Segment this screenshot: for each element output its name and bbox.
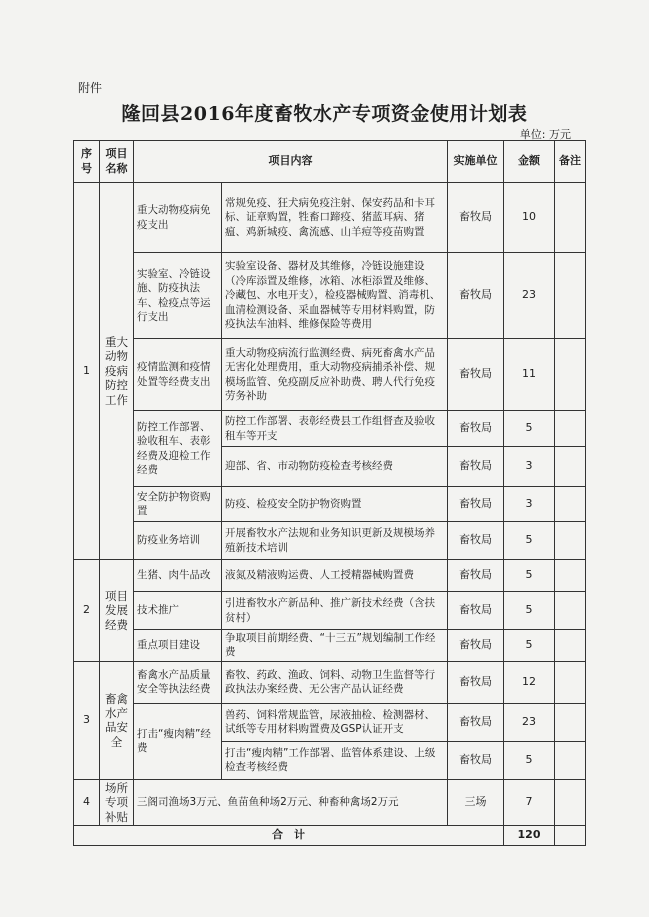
item-note — [555, 661, 586, 703]
sub-item: 实验室、冷链设施、防疫执法车、检疫点等运行支出 — [134, 253, 222, 339]
page-title: 隆回县2016年度畜牧水产专项资金使用计划表 — [121, 103, 528, 125]
group-name: 畜禽水产品安全 — [100, 661, 134, 779]
item-amount: 5 — [504, 522, 555, 560]
item-content: 防疫、检疫安全防护物资购置 — [222, 487, 448, 522]
item-note — [555, 703, 586, 741]
table-row — [74, 592, 586, 630]
group-name: 重大动物疫病防控工作 — [100, 183, 134, 560]
item-dept: 畜牧局 — [448, 592, 504, 630]
header-dept: 实施单位 — [448, 141, 504, 183]
header-seq: 序号 — [74, 141, 100, 183]
item-amount: 11 — [504, 339, 555, 411]
budget-table — [73, 140, 586, 846]
item-content: 三阁司渔场3万元、鱼苗鱼种场2万元、种畜种禽场2万元 — [134, 779, 448, 825]
group-seq: 2 — [74, 560, 100, 662]
item-content: 引进畜牧水产新品种、推广新技术经费（含扶贫村） — [222, 592, 448, 630]
item-dept: 畜牧局 — [448, 447, 504, 487]
sub-item: 技术推广 — [134, 592, 222, 630]
table-row — [74, 779, 586, 825]
table-row — [74, 560, 586, 592]
item-amount: 5 — [504, 630, 555, 662]
item-amount: 5 — [504, 560, 555, 592]
item-content: 争取项目前期经费、“十三五”规划编制工作经费 — [222, 630, 448, 662]
attachment-label: 附件 — [78, 81, 103, 95]
header-content: 项目内容 — [134, 141, 448, 183]
sub-item: 重大动物疫病免疫支出 — [134, 183, 222, 253]
item-dept: 畜牧局 — [448, 661, 504, 703]
item-note — [555, 522, 586, 560]
item-content: 开展畜牧水产法规和业务知识更新及规模场养殖新技术培训 — [222, 522, 448, 560]
item-dept: 畜牧局 — [448, 487, 504, 522]
item-amount: 3 — [504, 447, 555, 487]
table-row — [74, 183, 586, 253]
table-row — [74, 253, 586, 339]
table-row — [74, 630, 586, 662]
item-content: 常规免疫、狂犬病免疫注射、保安药品和卡耳标、证章购置，牲畜口蹄疫、猪蓝耳病、猪瘟、鸡新城疫、禽流感、山羊痘等疫苗购置 — [222, 183, 448, 253]
table-row — [74, 411, 586, 447]
table-row — [74, 522, 586, 560]
item-content: 液氮及精液购运费、人工授精器械购置费 — [222, 560, 448, 592]
sub-item: 防疫业务培训 — [134, 522, 222, 560]
item-amount: 5 — [504, 741, 555, 779]
item-note — [555, 741, 586, 779]
item-dept: 畜牧局 — [448, 703, 504, 741]
item-amount: 5 — [504, 411, 555, 447]
sub-item: 疫情监测和疫情处置等经费支出 — [134, 339, 222, 411]
sub-item: 防控工作部署、验收租车、表彰经费及迎检工作经费 — [134, 411, 222, 487]
total-note — [555, 826, 586, 846]
item-note — [555, 630, 586, 662]
group-name: 项目发展经费 — [100, 560, 134, 662]
item-note — [555, 253, 586, 339]
item-note — [555, 487, 586, 522]
group-seq: 3 — [74, 661, 100, 779]
group-seq: 4 — [74, 779, 100, 825]
header-row — [74, 141, 586, 183]
header-note: 备注 — [555, 141, 586, 183]
sub-item: 重点项目建设 — [134, 630, 222, 662]
table-row — [74, 339, 586, 411]
item-dept: 畜牧局 — [448, 630, 504, 662]
item-amount: 3 — [504, 487, 555, 522]
table-row — [74, 703, 586, 741]
item-content: 重大动物疫病流行监测经费、病死畜禽水产品无害化处理费用，重大动物疫病捕杀补偿、规模场监管、免疫副反应补助费、聘人代行免疫劳务补助 — [222, 339, 448, 411]
item-content: 实验室设备、器材及其维修，冷链设施建设（冷库添置及维修，冰箱、冰柜添置及维修、冷藏包、水电开支），检疫器械购置、消毒机、血清检测设备、采血器械等专用材料购置，防疫执法车油料、维修保险等费用 — [222, 253, 448, 339]
item-note — [555, 339, 586, 411]
item-dept: 畜牧局 — [448, 522, 504, 560]
group-seq: 1 — [74, 183, 100, 560]
item-content: 畜牧、药政、渔政、饲料、动物卫生监督等行政执法办案经费、无公害产品认证经费 — [222, 661, 448, 703]
sub-item: 生猪、肉牛品改 — [134, 560, 222, 592]
item-dept: 三场 — [448, 779, 504, 825]
item-note — [555, 183, 586, 253]
item-dept: 畜牧局 — [448, 741, 504, 779]
item-note — [555, 779, 586, 825]
item-note — [555, 411, 586, 447]
item-content: 迎部、省、市动物防疫检查考核经费 — [222, 447, 448, 487]
sub-item: 畜禽水产品质量安全等执法经费 — [134, 661, 222, 703]
total-amount: 120 — [504, 826, 555, 846]
item-dept: 畜牧局 — [448, 339, 504, 411]
item-amount: 10 — [504, 183, 555, 253]
header-amount: 金额 — [504, 141, 555, 183]
item-note — [555, 560, 586, 592]
item-note — [555, 592, 586, 630]
item-note — [555, 447, 586, 487]
group-name: 场所专项补贴 — [100, 779, 134, 825]
unit-label: 单位: 万元 — [519, 128, 571, 141]
item-amount: 5 — [504, 592, 555, 630]
sub-item: 打击“瘦肉精”经费 — [134, 703, 222, 779]
item-dept: 畜牧局 — [448, 560, 504, 592]
header-item-name: 项目名称 — [100, 141, 134, 183]
item-content: 打击“瘦肉精”工作部署、监管体系建设、上级检查考核经费 — [222, 741, 448, 779]
item-amount: 7 — [504, 779, 555, 825]
sub-item: 安全防护物资购置 — [134, 487, 222, 522]
item-dept: 畜牧局 — [448, 411, 504, 447]
item-dept: 畜牧局 — [448, 183, 504, 253]
item-content: 防控工作部署、表彰经费县工作组督查及验收租车等开支 — [222, 411, 448, 447]
item-content: 兽药、饲料常规监管，尿液抽检、检测器材、试纸等专用材料购置费及GSP认证开支 — [222, 703, 448, 741]
table-row — [74, 487, 586, 522]
item-amount: 23 — [504, 703, 555, 741]
item-amount: 23 — [504, 253, 555, 339]
total-label: 合 计 — [74, 826, 504, 846]
table-row — [74, 661, 586, 703]
total-row — [74, 826, 586, 846]
item-dept: 畜牧局 — [448, 253, 504, 339]
item-amount: 12 — [504, 661, 555, 703]
